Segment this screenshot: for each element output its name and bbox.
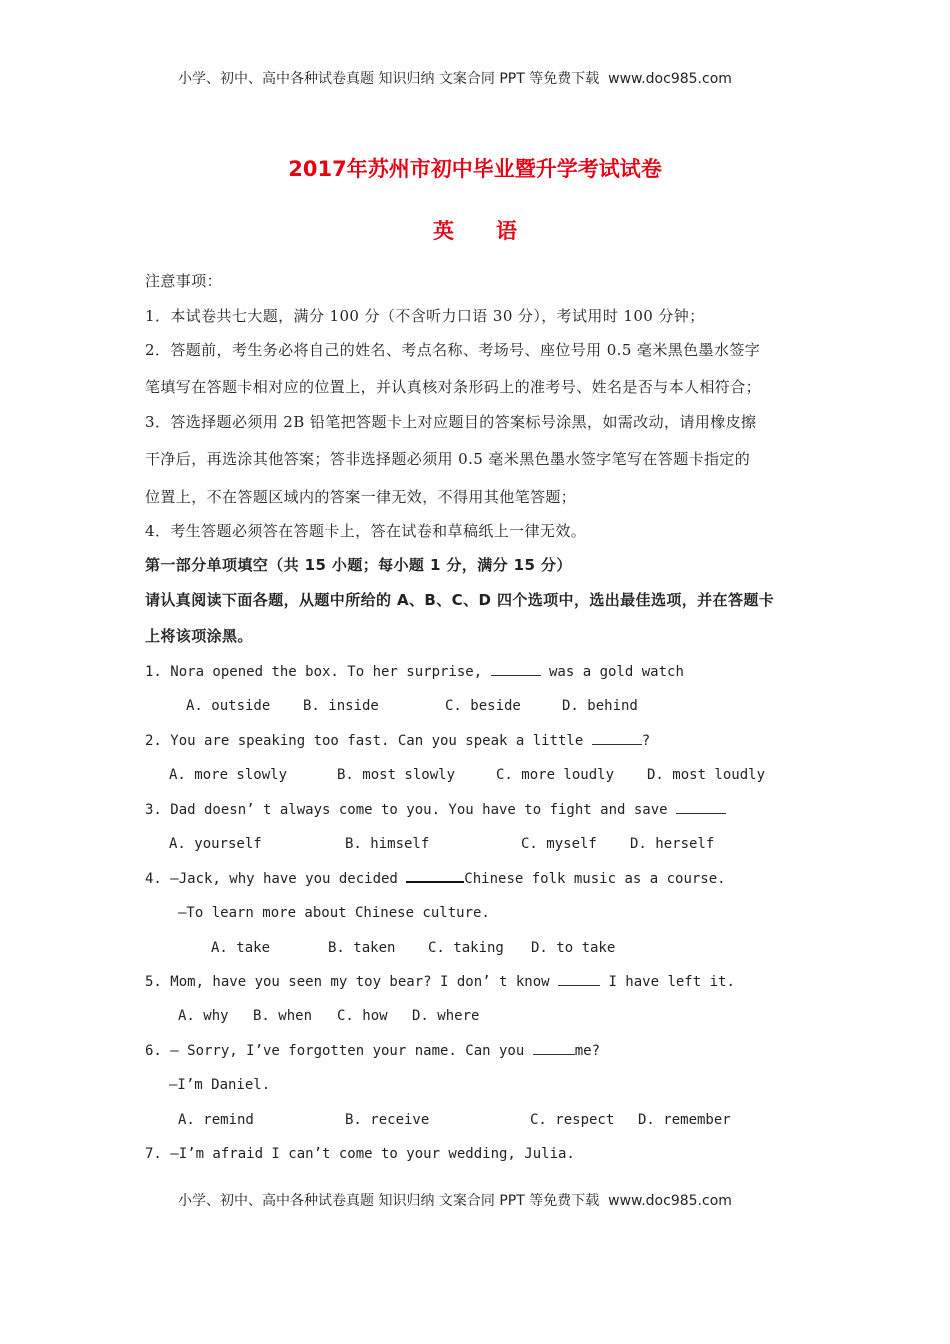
note-line: 4．考生答题必须答在答题卡上，答在试卷和草稿纸上一律无效。 bbox=[145, 522, 587, 540]
option: B. himself bbox=[345, 836, 430, 852]
option: A. yourself bbox=[169, 836, 262, 852]
footer-site: www.doc985.com bbox=[608, 1193, 732, 1209]
question-2 bbox=[145, 731, 650, 751]
header-text: 小学、初中、高中各种试卷真题 知识归纳 文案合同 PPT 等免费下载 bbox=[178, 71, 600, 87]
option: C. taking bbox=[428, 940, 504, 956]
option: B. inside bbox=[303, 698, 379, 714]
option: A. more slowly bbox=[169, 767, 288, 783]
answer-blank bbox=[491, 663, 541, 676]
option: B. when bbox=[253, 1008, 313, 1024]
exam-title: 2017年苏州市初中毕业暨升学考试试卷 bbox=[288, 157, 662, 181]
notes-heading: 注意事项： bbox=[145, 272, 223, 290]
option: C. beside bbox=[445, 698, 521, 714]
question-text: Chinese folk music as a course. bbox=[464, 871, 726, 887]
option: C. myself bbox=[521, 836, 597, 852]
option: A. outside bbox=[186, 698, 271, 714]
option: D. behind bbox=[562, 698, 638, 714]
question-6 bbox=[145, 1041, 600, 1061]
question-text: I have left it. bbox=[600, 974, 735, 990]
note-line: 3．答选择题必须用 2B 铅笔把答题卡上对应题目的答案标号涂黑，如需改动，请用橡皮擦 bbox=[145, 413, 757, 431]
header-site: www.doc985.com bbox=[608, 71, 732, 87]
note-line: 2．答题前，考生务必将自己的姓名、考点名称、考场号、座位号用 0.5 毫米黑色墨水签字 bbox=[145, 341, 761, 359]
answer-blank bbox=[533, 1042, 575, 1055]
question-text: ? bbox=[641, 733, 651, 749]
note-line: 笔填写在答题卡相对应的位置上，并认真核对条形码上的准考号、姓名是否与本人相符合； bbox=[145, 378, 762, 396]
option: D. remember bbox=[638, 1112, 731, 1128]
answer-blank bbox=[558, 973, 600, 986]
question-reply: —To learn more about Chinese culture. bbox=[178, 905, 490, 921]
answer-blank bbox=[676, 801, 726, 814]
option: D. to take bbox=[531, 940, 616, 956]
option: B. taken bbox=[328, 940, 396, 956]
option: C. how bbox=[337, 1008, 388, 1024]
option: D. most loudly bbox=[647, 767, 766, 783]
question-4 bbox=[145, 869, 726, 889]
section-instruction: 请认真阅读下面各题，从题中所给的 A、B、C、D 四个选项中，选出最佳选项，并在答题卡 bbox=[145, 591, 775, 609]
option: C. respect bbox=[530, 1112, 615, 1128]
question-text: 2. You are speaking too fast. Can you speak a little bbox=[145, 733, 592, 749]
question-1 bbox=[145, 662, 684, 682]
question-reply: —I’m Daniel. bbox=[169, 1077, 271, 1093]
option: C. more loudly bbox=[496, 767, 615, 783]
note-line: 位置上，不在答题区域内的答案一律无效，不得用其他笔答题； bbox=[145, 488, 577, 506]
option: B. most slowly bbox=[337, 767, 456, 783]
page-footer bbox=[178, 1191, 732, 1211]
option: D. where bbox=[412, 1008, 480, 1024]
note-line: 1．本试卷共七大题，满分 100 分（不含听力口语 30 分），考试用时 100 分钟； bbox=[145, 307, 705, 325]
question-text: 5. Mom, have you seen my toy bear? I don’ t know bbox=[145, 974, 559, 990]
answer-blank bbox=[592, 732, 642, 745]
question-text: 1. Nora opened the box. To her surprise, bbox=[145, 664, 491, 680]
question-text: me? bbox=[574, 1043, 601, 1059]
question-text: 6. — Sorry, I’ve forgotten your name. Can you bbox=[145, 1043, 533, 1059]
question-text: was a gold watch bbox=[540, 664, 684, 680]
page-header bbox=[178, 69, 732, 89]
question-text: 4. —Jack, why have you decided bbox=[145, 871, 407, 887]
option: A. why bbox=[178, 1008, 229, 1024]
option: D. herself bbox=[630, 836, 715, 852]
answer-blank bbox=[406, 869, 464, 883]
note-line: 干净后，再选涂其他答案；答非选择题必须用 0.5 毫米黑色墨水签字笔写在答题卡指定的 bbox=[145, 450, 751, 468]
section-instruction: 上将该项涂黑。 bbox=[145, 627, 253, 645]
option: A. remind bbox=[178, 1112, 254, 1128]
footer-text: 小学、初中、高中各种试卷真题 知识归纳 文案合同 PPT 等免费下载 bbox=[178, 1193, 600, 1209]
question-7: 7. —I’m afraid I can’t come to your wedding, Julia. bbox=[145, 1146, 575, 1162]
option: B. receive bbox=[345, 1112, 430, 1128]
option: A. take bbox=[211, 940, 271, 956]
question-text: 3. Dad doesn’ t always come to you. You have to fight and save bbox=[145, 802, 677, 818]
question-5 bbox=[145, 972, 735, 992]
subject-title: 英 语 bbox=[433, 219, 517, 243]
section-title: 第一部分单项填空（共 15 小题；每小题 1 分，满分 15 分） bbox=[145, 556, 572, 574]
question-3 bbox=[145, 800, 726, 820]
